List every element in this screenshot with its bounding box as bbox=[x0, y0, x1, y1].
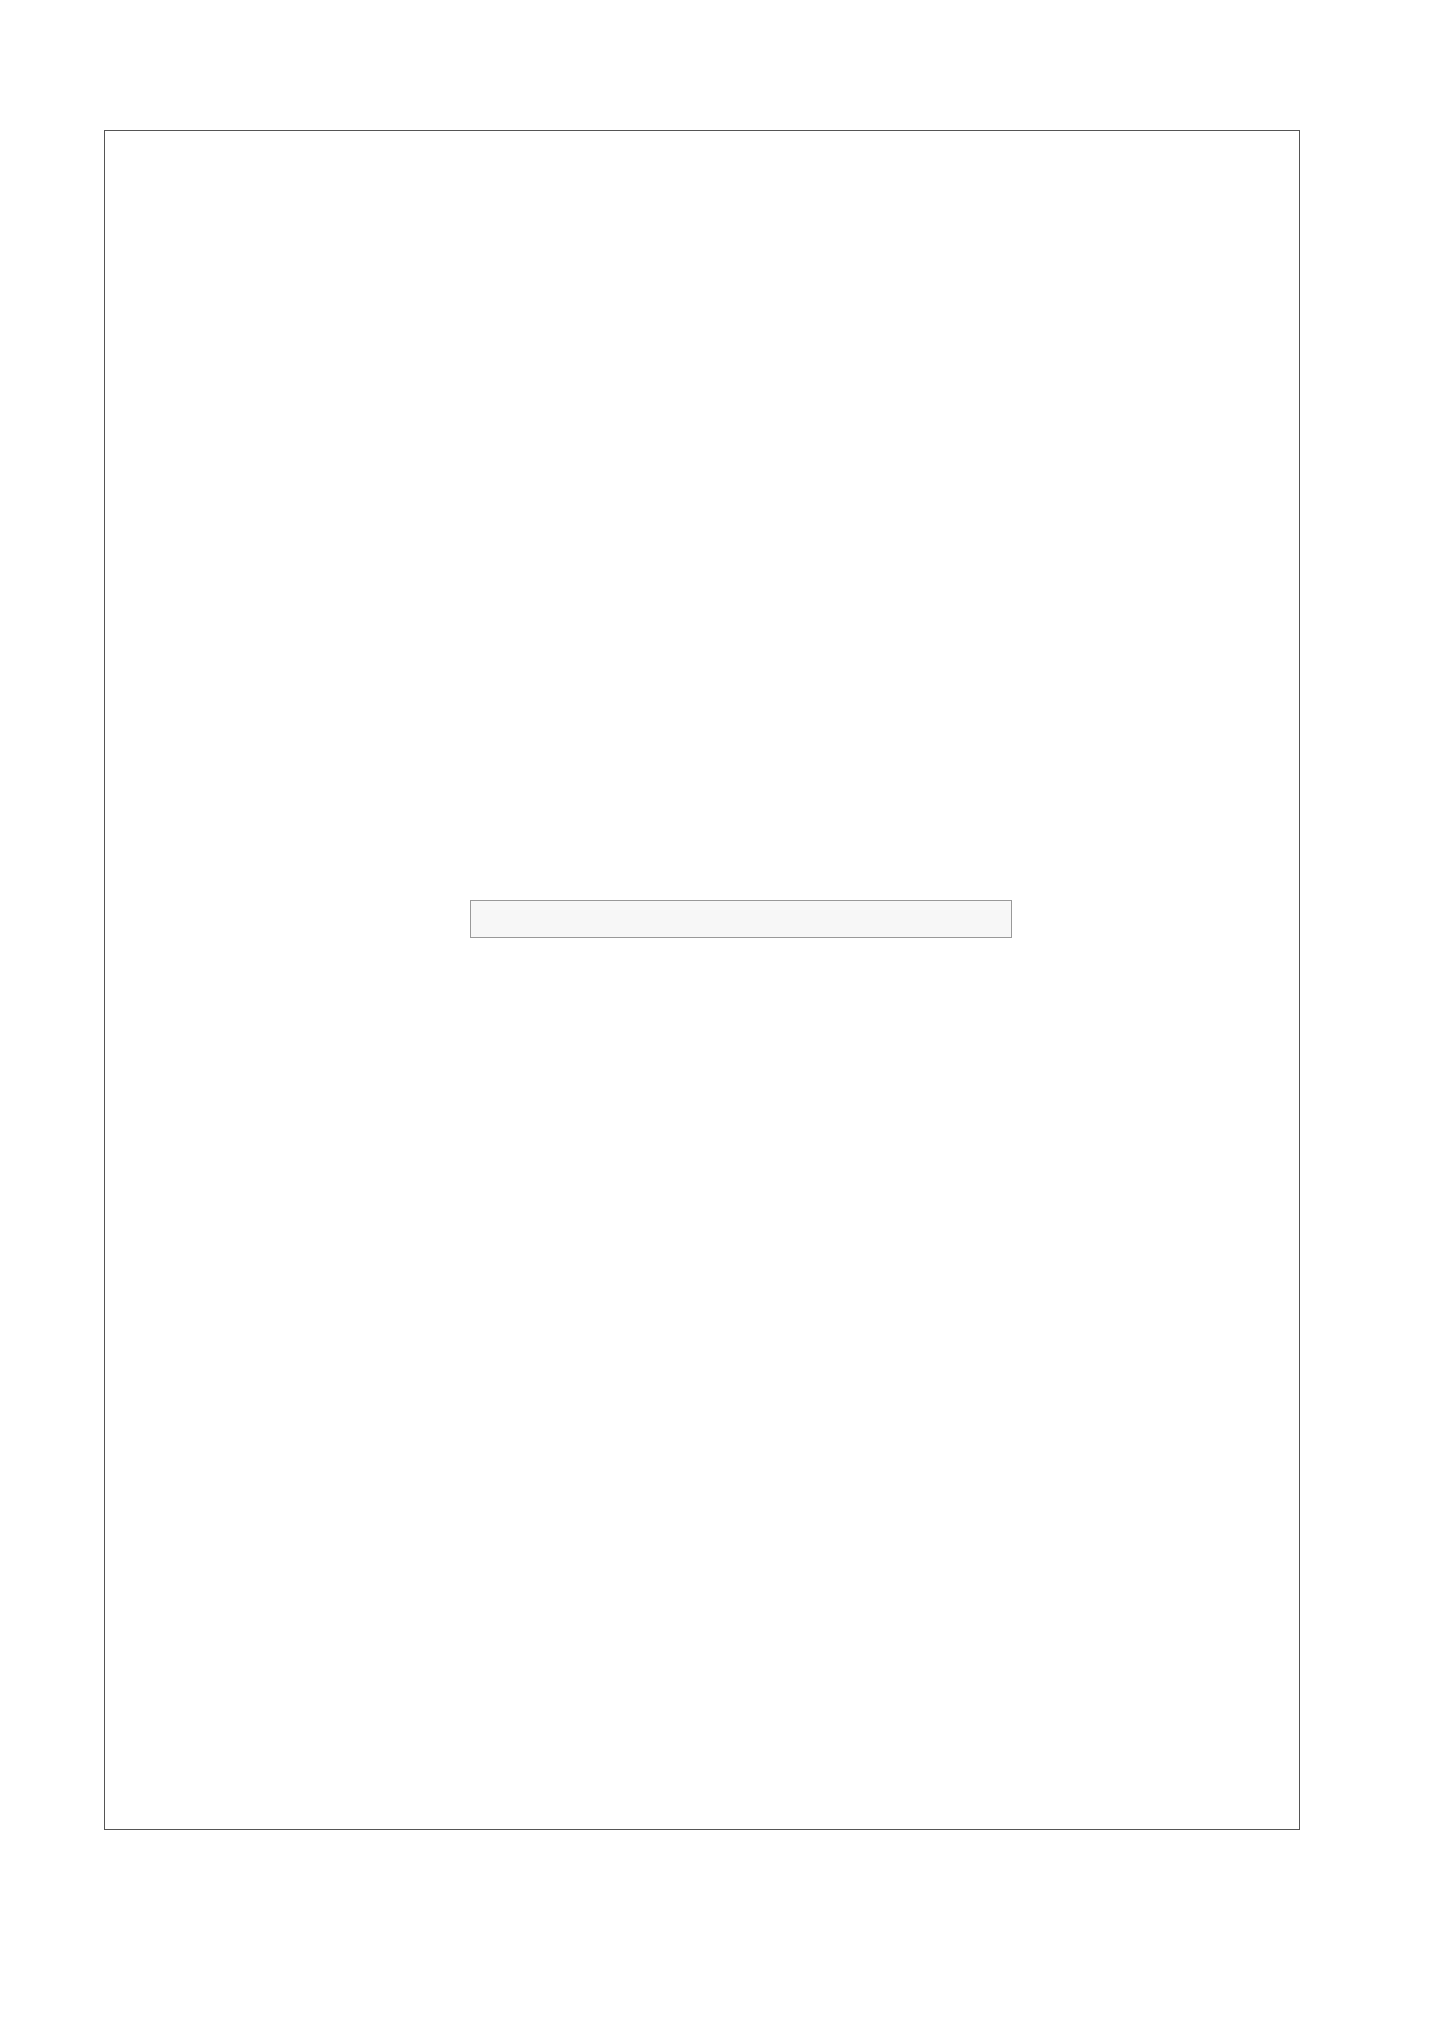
legibility-notice bbox=[470, 900, 1012, 938]
inspection-form-frame bbox=[104, 130, 1300, 1830]
